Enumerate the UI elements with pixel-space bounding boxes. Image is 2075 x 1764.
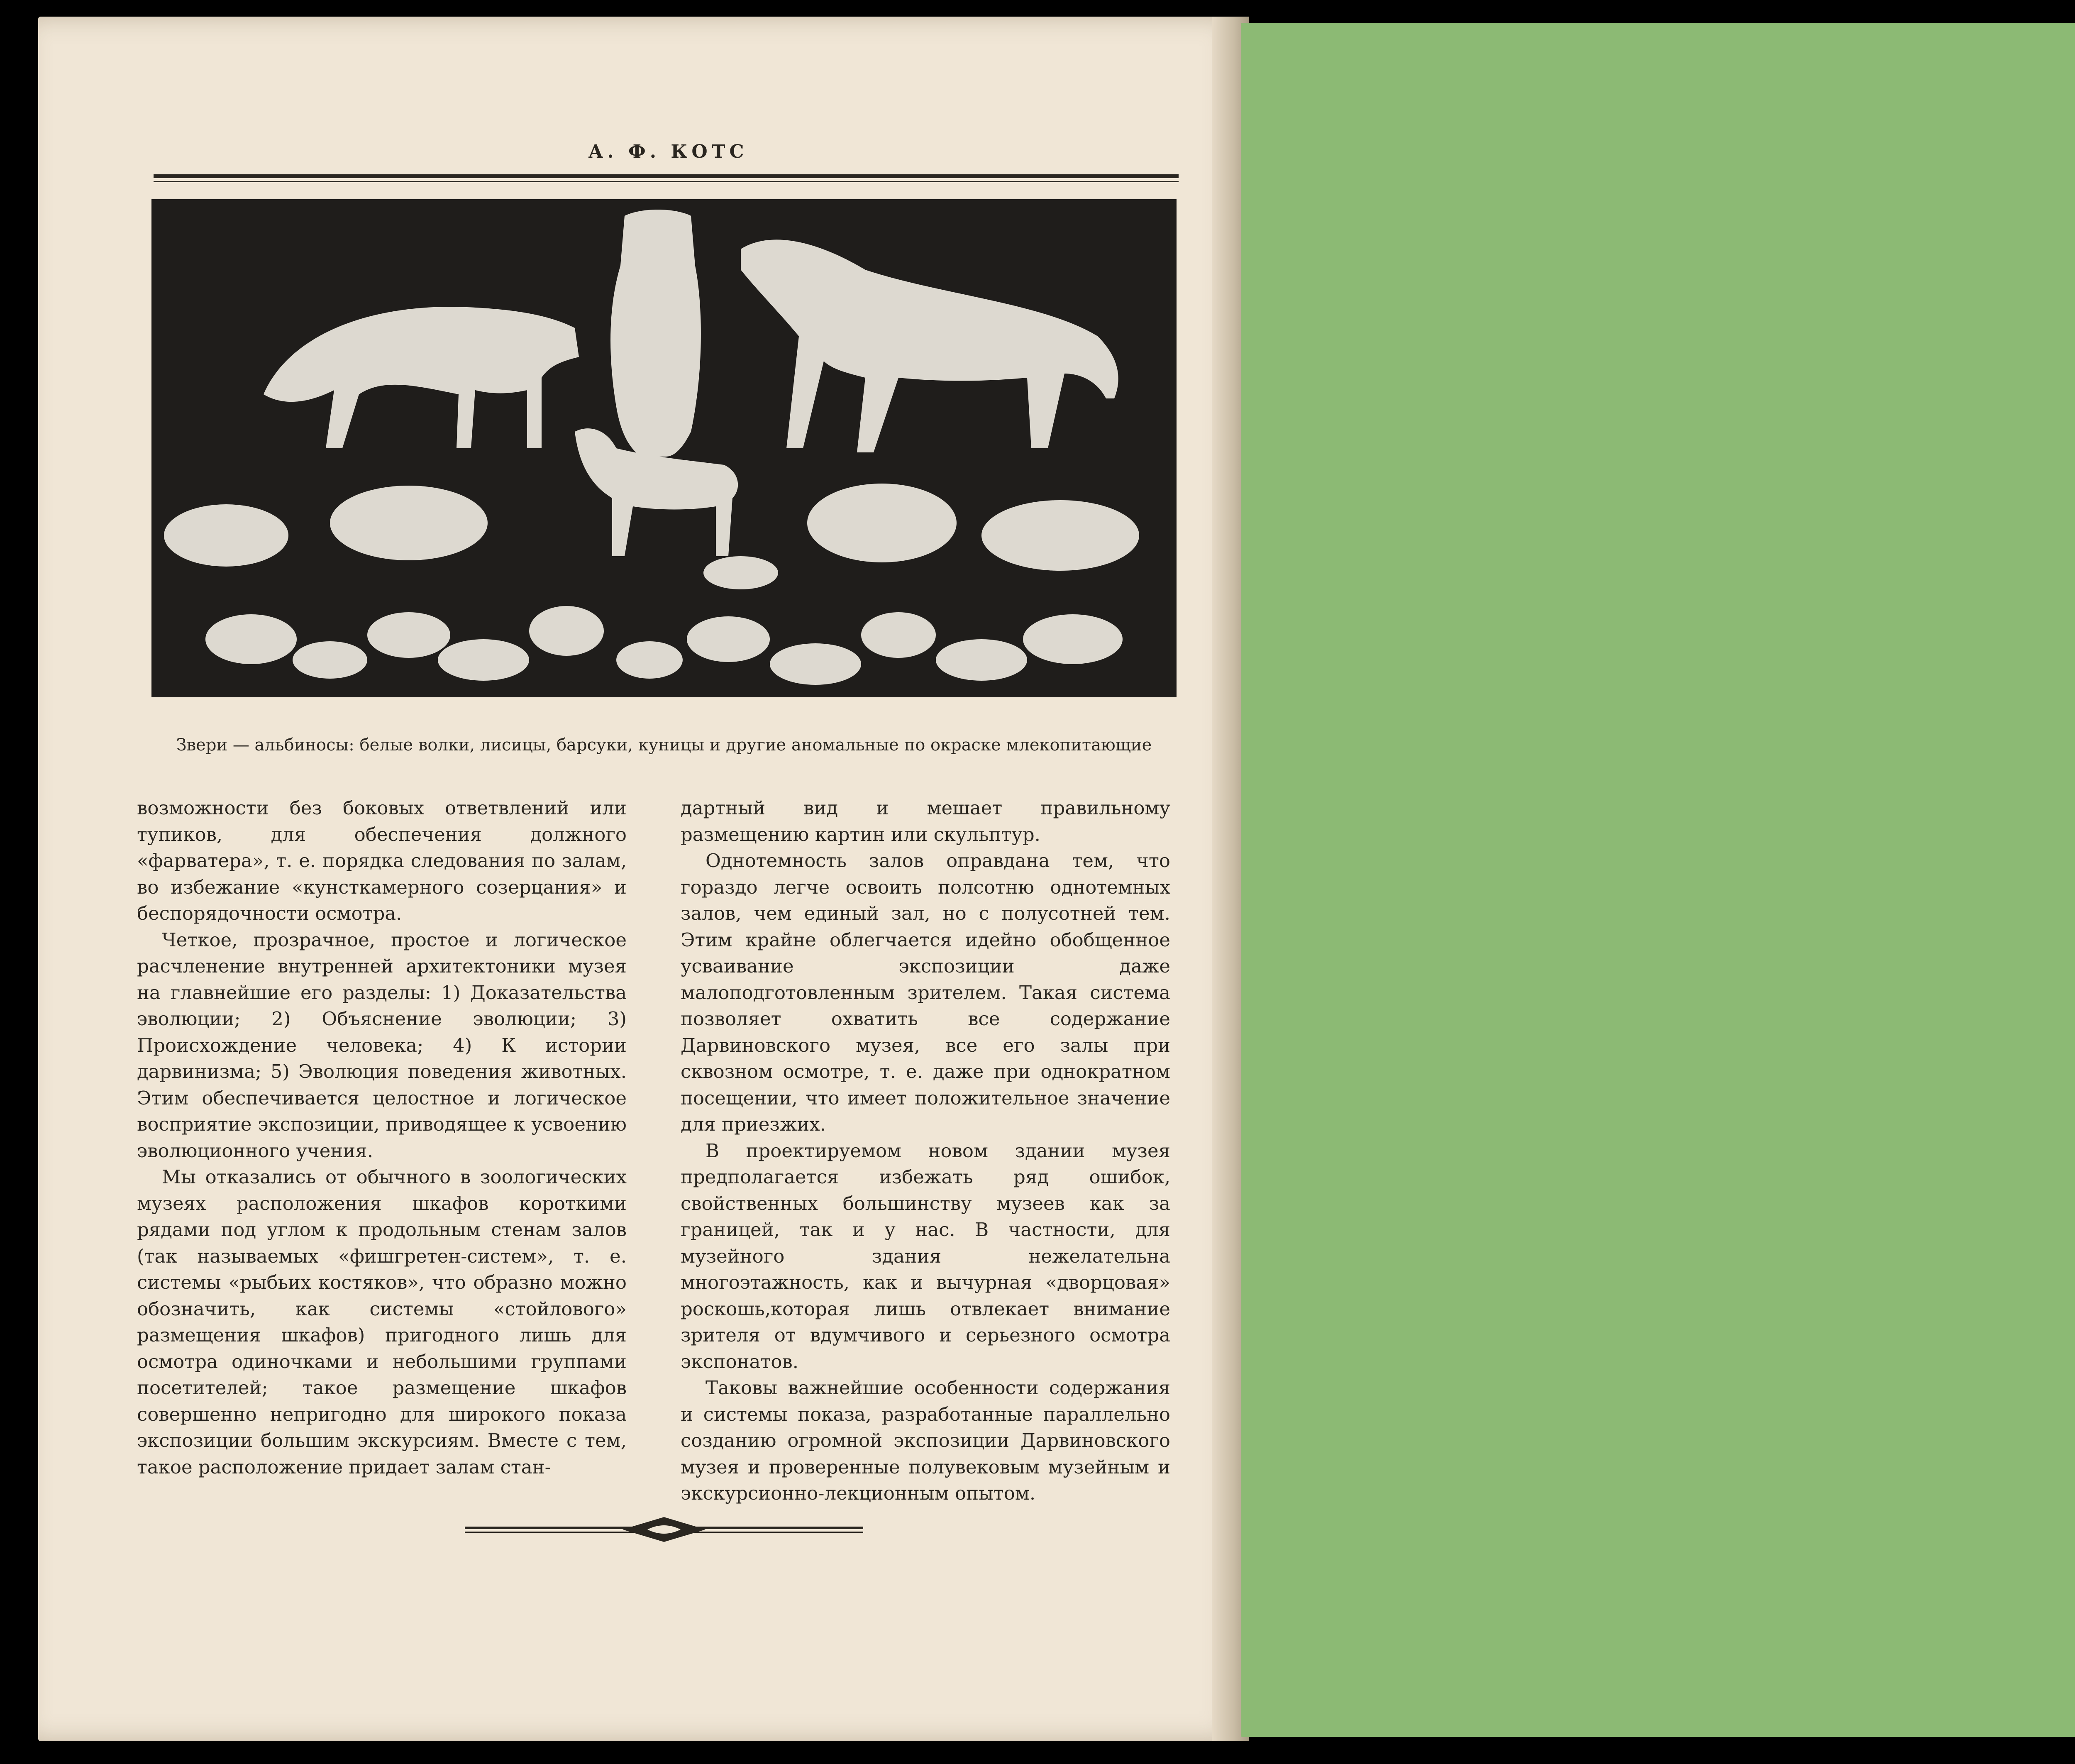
- header-rule: [154, 174, 1179, 178]
- paragraph: В проектируемом новом здании музея предполагается избежать ряд ошибок, свойственных большинству музеев как за границей, так и у нас. В частности, для музейного здания нежелательна многоэтажность, как и вычурная «дворцовая» роскошь,которая лишь отвлекает внимание зрителя от вдумчивого и серьезного осмотра экспонатов.: [681, 1139, 1170, 1373]
- green-cover-page: [1241, 23, 2075, 1737]
- paragraph: Таковы важнейшие особенности содержания и системы показа, разработанные параллельно созданию огромной экспозиции Дарвиновского музея и проверенные полувековым музейным и экскурсионно-лекционным опытом.: [681, 1377, 1170, 1504]
- running-head: А. Ф. КОТС: [588, 141, 748, 162]
- right-text-column: [681, 795, 1170, 1507]
- albino-animals-photo: [151, 199, 1177, 697]
- paragraph: дартный вид и мешает правильному размещению картин или скульптур.: [681, 797, 1170, 845]
- paragraph: Однотемность залов оправдана тем, что гораздо легче освоить полсотню однотемных залов, чем единый зал, но с полусотней тем. Этим крайне облегчается идейно обобщенное усваивание экспозиции даже малоподготовленным зрителем. Такая система позволяет охватить все содержание Дарвиновского музея, все его залы при сквозном осмотре, т. е. даже при однократном посещении, что имеет положительное значение для приезжих.: [681, 850, 1170, 1135]
- photo-caption: Звери — альбиносы: белые волки, лисицы, барсуки, куницы и другие аномальные по окраске млекопитающие: [176, 735, 1152, 755]
- paragraph: Четкое, прозрачное, простое и логическое расчленение внутренней архитектоники музея на главнейшие его разделы: 1) Доказательства эволюции; 2) Объяснение эволюции; 3) Происхождение человека; 4) К истории дарвинизма; 5) Эволюция поведения животных. Этим обеспечивается целостное и логическое восприятие экспозиции, приводящее к усвоению эволюционного учения.: [137, 928, 627, 1162]
- header-rule-thin: [154, 181, 1179, 182]
- paragraph: возможности без боковых ответвлений или тупиков, для обеспечения должного «фарватера», т. е. порядка следования по залам, во избежание «кунсткамерного созерцания» и беспорядочности осмотра.: [137, 797, 627, 924]
- animals-illustration: [151, 199, 1177, 697]
- paragraph: Мы отказались от обычного в зоологических музеях расположения шкафов короткими рядами под углом к продольным стенам залов (так называемых «фишгретен-систем», т. е. системы «рыбьих костяков», что образно можно обозначить, как системы «стойлового» размещения шкафов) пригодного лишь для осмотра одиночками и небольшими группами посетителей; такое размещение шкафов совершенно непригодно для широкого показа экспозиции большим экскурсиям. Вместе с тем, такое расположение придает залам стан-: [137, 1166, 627, 1478]
- end-ornament: [465, 1515, 863, 1544]
- left-text-column: [137, 795, 627, 1480]
